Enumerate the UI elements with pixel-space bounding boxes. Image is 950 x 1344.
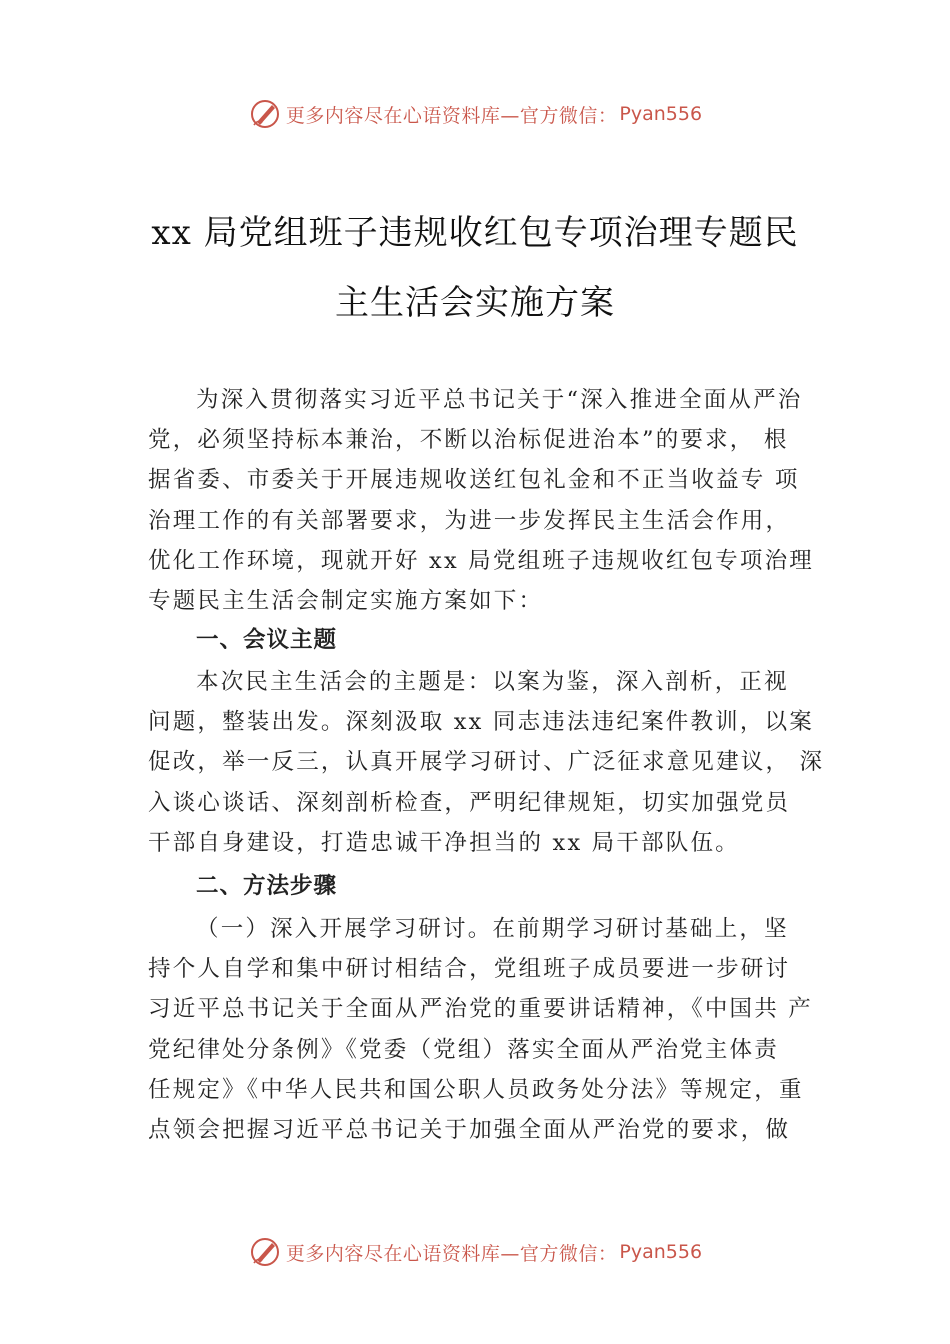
meeting-theme-paragraph xyxy=(148,662,832,863)
document-title-line-1: xx 局党组班子违规收红包专项治理专题民 xyxy=(151,213,799,253)
paragraph-line: （一）深入开展学习研讨。在前期学习研讨基础上，坚 xyxy=(196,916,789,942)
paragraph-line: 本次民主生活会的主题是：以案为鉴，深入剖析，正视 xyxy=(196,669,789,695)
paragraph-line: 促改，举一反三，认真开展学习研讨、广泛征求意见建议， 深 xyxy=(148,749,825,776)
paragraph-line: 为深入贯彻落实习近平总书记关于“深入推进全面从严治 xyxy=(196,387,803,413)
watermark-text: 更多内容尽在心语资料库—官方微信： xyxy=(285,104,618,127)
document-title-line-2: 主生活会实施方案 xyxy=(335,283,615,323)
paragraph-line: 优化工作环境，现就开好 xx 局党组班子违规收红包专项治理 xyxy=(148,547,814,574)
section-heading-method-steps xyxy=(148,866,832,906)
watermark-wechat-id: Pyan556 xyxy=(619,103,703,125)
paragraph-line: 习近平总书记关于全面从严治党的重要讲话精神，《中国共 产 xyxy=(148,996,814,1023)
watermark-text: 更多内容尽在心语资料库—官方微信： xyxy=(285,1242,618,1265)
paragraph-line: 任规定》《中华人民共和国公职人员政务处分法》等规定，重 xyxy=(148,1076,804,1103)
pen-logo-icon xyxy=(248,97,282,131)
section-heading: 一、会议主题 xyxy=(196,627,338,653)
footer-watermark xyxy=(0,1232,950,1272)
intro-paragraph xyxy=(148,380,832,621)
paragraph-line: 专题民主生活会制定实施方案如下： xyxy=(148,587,544,614)
paragraph-line: 党纪律处分条例》《党委（党组）落实全面从严治党主体责 xyxy=(148,1036,779,1063)
paragraph-line: 据省委、市委关于开展违规收送红包礼金和不正当收益专 项 xyxy=(148,467,800,494)
header-watermark xyxy=(0,94,950,134)
method-steps-paragraph xyxy=(148,909,832,1150)
paragraph-line: 问题，整装出发。深刻汲取 xx 同志违法违纪案件教训，以案 xyxy=(148,709,814,736)
paragraph-line: 入谈心谈话、深刻剖析检查，严明纪律规矩，切实加强党员 xyxy=(148,789,791,816)
pen-logo-icon xyxy=(248,1235,282,1269)
paragraph-line: 持个人自学和集中研讨相结合，党组班子成员要进一步研讨 xyxy=(148,956,791,983)
paragraph-line: 党，必须坚持标本兼治，不断以治标促进治本”的要求， 根 xyxy=(148,427,789,454)
section-heading: 二、方法步骤 xyxy=(196,873,338,899)
paragraph-line: 点领会把握习近平总书记关于加强全面从严治党的要求，做 xyxy=(148,1116,791,1143)
watermark-wechat-id: Pyan556 xyxy=(619,1241,703,1263)
section-heading-meeting-theme xyxy=(148,620,832,660)
paragraph-line: 治理工作的有关部署要求，为进一步发挥民主生活会作用， xyxy=(148,507,791,534)
paragraph-line: 干部自身建设，打造忠诚干净担当的 xx 局干部队伍。 xyxy=(148,829,740,856)
